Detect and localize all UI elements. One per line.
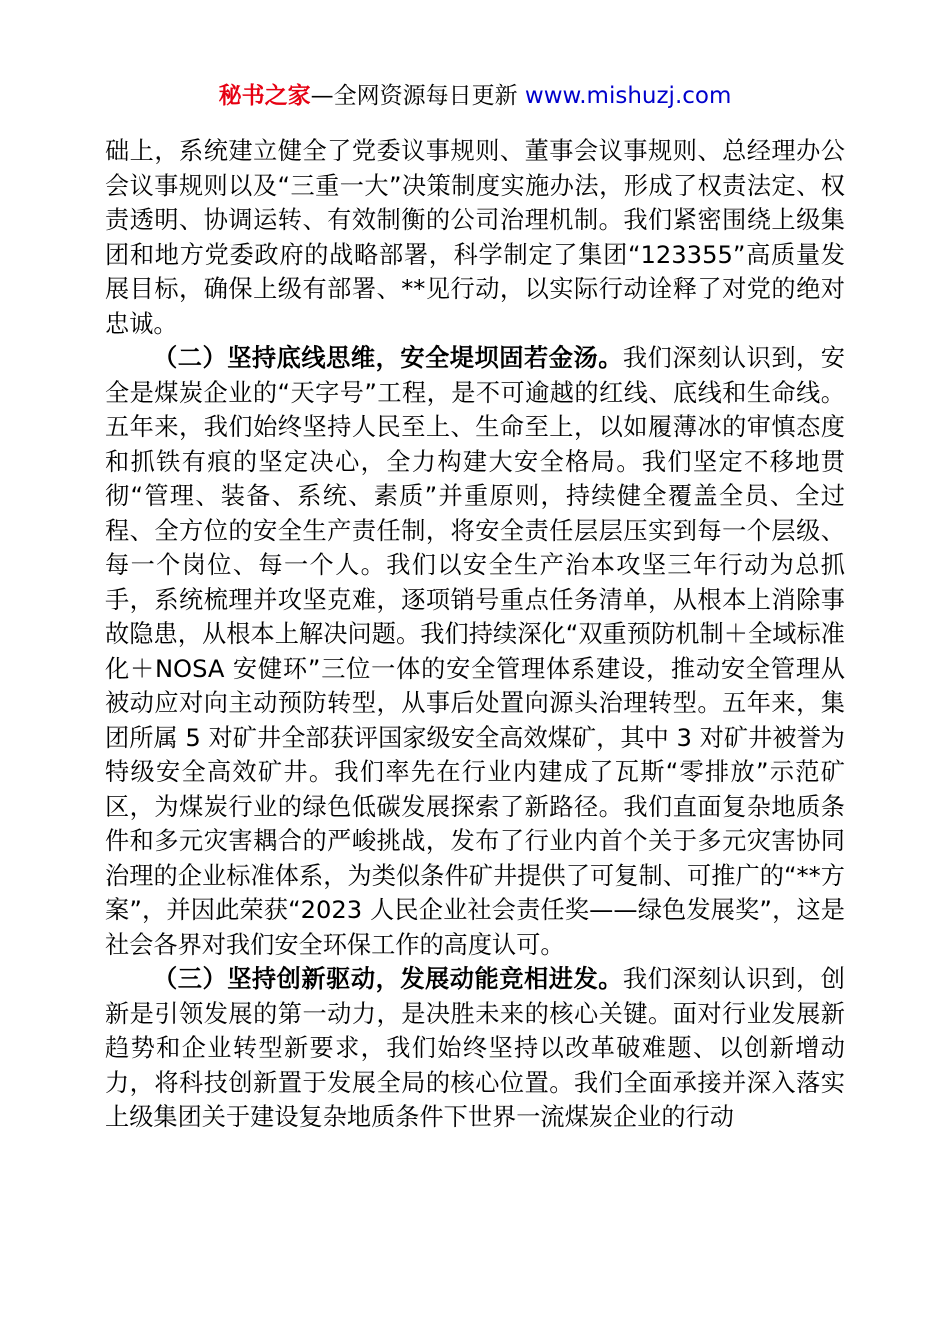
- document-body: [105, 134, 845, 1135]
- site-header: [0, 80, 950, 112]
- paragraph-text: 我们深刻认识到，创新是引领发展的第一动力，是决胜未来的核心关键。面对行业发展新趋势和企业转型新要求，我们始终坚持以改革破难题、以创新增动力，将科技创新置于发展全局的核心位置。我们全面承接并深入落实上级集团关于建设复杂地质条件下世界一流煤炭企业的行动: [105, 965, 845, 1131]
- paragraph-safety: [105, 341, 845, 962]
- paragraph-text: 我们深刻认识到，安全是煤炭企业的“天字号”工程，是不可逾越的红线、底线和生命线。五年来，我们始终坚持人民至上、生命至上，以如履薄冰的审慎态度和抓铁有痕的坚定决心，全力构建大安全格局。我们坚定不移地贯彻“管理、装备、系统、素质”并重原则，持续健全覆盖全员、全过程、全方位的安全生产责任制，将安全责任层层压实到每一个层级、每一个岗位、每一个人。我们以安全生产治本攻坚三年行动为总抓手，系统梳理并攻坚克难，逐项销号重点任务清单，从根本上消除事故隐患，从根本上解决问题。我们持续深化“双重预防机制＋全域标准化＋NOSA 安健环”三位一体的安全管理体系建设，推动安全管理从被动应对向主动预防转型，从事后处置向源头治理转型。五年来，集团所属 5 对矿井全部获评国家级安全高效煤矿，其中 3 对矿井被誉为特级安全高效矿井。我们率先在行业内建成了瓦斯“零排放”示范矿区，为煤炭行业的绿色低碳发展探索了新路径。我们直面复杂地质条件和多元灾害耦合的严峻挑战，发布了行业内首个关于多元灾害协同治理的企业标准体系，为类似条件矿井提供了可复制、可推广的“**方案”，并因此荣获“2023 人民企业社会责任奖——绿色发展奖”，这是社会各界对我们安全环保工作的高度认可。: [105, 344, 845, 959]
- section-heading-safety: （二）坚持底线思维，安全堤坝固若金汤。: [153, 344, 623, 372]
- site-brand: 秘书之家: [218, 83, 311, 109]
- paragraph-continued: [105, 134, 845, 341]
- section-heading-innovation: （三）坚持创新驱动，发展动能竞相进发。: [153, 965, 623, 993]
- paragraph-text: 础上，系统建立健全了党委议事规则、董事会议事规则、总经理办公会议事规则以及“三重一大”决策制度实施办法，形成了权责法定、权责透明、协调运转、有效制衡的公司治理机制。我们紧密围绕上级集团和地方党委政府的战略部署，科学制定了集团“123355”高质量发展目标，确保上级有部署、**见行动，以实际行动诠释了对党的绝对忠诚。: [105, 137, 845, 338]
- site-url-link[interactable]: www.mishuzj.com: [524, 83, 732, 109]
- paragraph-innovation: [105, 962, 845, 1135]
- site-slogan: —全网资源每日更新: [310, 83, 525, 109]
